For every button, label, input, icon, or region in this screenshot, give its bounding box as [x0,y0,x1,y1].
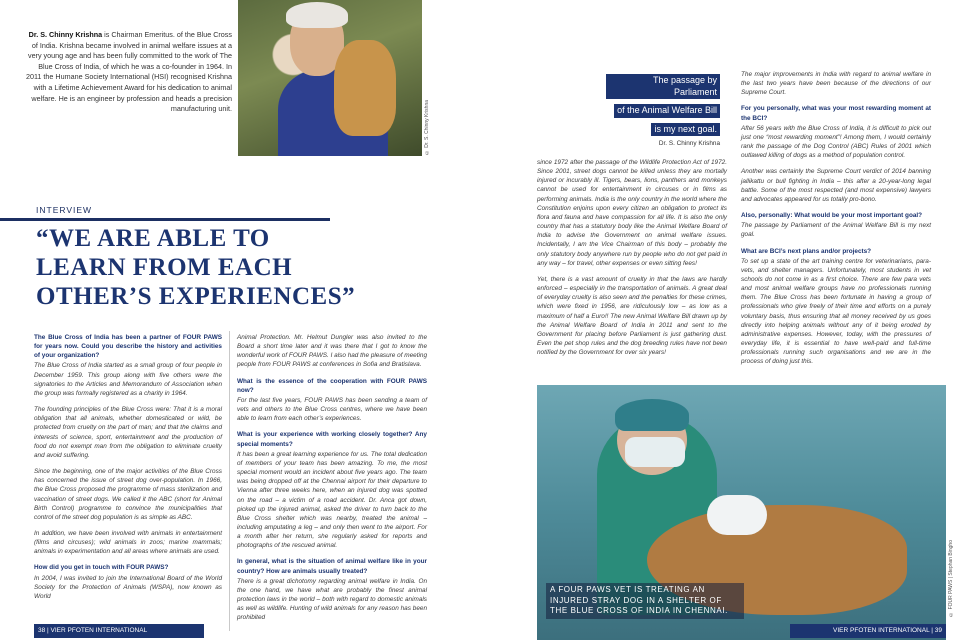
pull-quote-line: The passage by Parliament [606,74,720,99]
interview-answer: The passage by Parliament of the Animal Welfare Bill is my next goal. [741,222,931,239]
bio-text: is Chairman Emeritus. of the Blue Cross of India. Krishna became involved in animal welfare issues at a very young age and has been fully committed to the work of The Blue Cross of India, of which he was a co-founder in 1964. In 2011 the Humane Society International (HSI) recognised Krishna with a Lifetime Achievement Award for his dedication to animal welfare. He is an engineer by profession and heads a precision manufacturing unit. [25,30,232,114]
interview-answer: After 56 years with the Blue Cross of India, it is difficult to pick out just one “most rewarding moment”! Among them, I would certainly rank the passage of the Dog Control (ABC) Rules of 2001 which outlawed killing of dogs as a method of population control. [741,124,931,160]
interview-question: What is your experience with working closely together? Any special moments? [237,431,427,448]
pull-quote-author: Dr. S. Chinny Krishna [658,140,720,147]
text-column-1 [34,333,222,608]
interview-answer: To set up a state of the art training centre for veterinarians, para-vets, and shelter managers. Unfortunately, most students in vet schools do not come in as a first choice. There are few para vets and most animal welfare groups have no professionals running them. The Blue Cross has been fortunate in having a group of professionals who give freely of their time and efforts on a purely voluntary basis, thus ensuring that all money received by us goes directly into helping animals without any of it being eroded by administrative expenses. However, today, with the pressures of everyday life, it is essential to have well-paid and full-time professionals running such organisations and we are in the process of doing just this. [741,257,931,366]
bio-name: Dr. S. Chinny Krishna [28,30,103,39]
interview-answer: In addition, we have been involved with animals in entertainment (films and circuses); wild animals in zoos; marine mammals; animals in experimentation and all areas where animals are used. [34,529,222,556]
pull-quote-line: is my next goal. [651,123,720,137]
interview-answer: Since the beginning, one of the major activities of the Blue Cross has concerned the issue of street dog over-population. In 1966, the Blue Cross proposed the programme of mass sterilization and vaccination of street dogs. We called it the ABC (short for Animal Birth Control) programme to convince the municipalities that control of the street dog population is as simple as ABC. [34,468,222,521]
text-column-4 [741,70,931,374]
column-divider [229,331,230,631]
footer-left: 38 | VIER PFOTEN INTERNATIONAL [34,624,204,638]
author-bio [22,30,232,115]
interview-answer: For the last five years, FOUR PAWS has been sending a team of vets and others to the Blue Cross centres, where we have been able to learn from each other’s experiences. [237,396,427,423]
pull-quote-line: of the Animal Welfare Bill [614,104,720,118]
interview-answer: The founding principles of the Blue Cross were: That it is a moral obligation that all animals, whether domesticated or wild, be protected from cruelty on the part of man; and that the claims and interests of science, sport, entertainment and the production of food do not exempt man from the obligation to eliminate cruelty and avoid suffering. [34,406,222,459]
interview-question: The Blue Cross of India has been a partner of FOUR PAWS for years now. Could you describe the history and activities of your organization? [34,334,222,360]
footer-right: VIER PFOTEN INTERNATIONAL | 39 [790,624,946,638]
photo-caption: A FOUR PAWS VET IS TREATING AN INJURED STRAY DOG IN A SHELTER OF THE BLUE CROSS OF INDIA IN CHENNAI. [546,583,744,619]
interview-question: For you personally, what was your most rewarding moment at the BCI? [741,105,931,122]
interview-question: How did you get in touch with FOUR PAWS? [34,564,169,572]
text-column-3 [537,158,727,364]
section-rule [0,218,330,221]
portrait-photo [238,0,422,156]
interview-answer: The Blue Cross of India started as a small group of four people in December 1959. This group along with five others were the signatories to the Articles and Memorandum of Association when the group was formally registered as a charity in 1964. [34,362,222,397]
interview-question: In general, what is the situation of animal welfare like in your country? How are animals usually treated? [237,558,427,575]
interview-question: Also, personally: What would be your most important goal? [741,212,923,220]
interview-answer: There is a great dichotomy regarding animal welfare in India. On the one hand, we have what are probably the finest animal protection laws in the world – both with regard to domestic animals as well as wildlife. Hunting of wild animals for any reason has been prohibited [237,577,427,622]
interview-answer: Animal Protection. Mr. Helmut Dungler was also invited to the Board a short time later and it was there that I got to know the wonderful work of FOUR PAWS. I also had the pleasure of meeting people from FOUR PAWS at conferences in Sofia and Bratislava. [237,334,427,369]
interview-answer: It has been a great learning experience for us. The total dedication of members of your team has been amazing. To me, the most special moment would an incident about five years ago. The team was being dropped off at the Chennai airport for their departure to Vienna after three weeks here, when an injured dog was spotted on the road – a victim of a road accident. Dr. Anca got down, picked up the injured animal, asked the driver to turn back to the Blue Cross shelter which was nearby, treated the animal – including amputating a leg – and only then went to the airport. For a month after her return, she regularly asked for reports and photographs of the rescued animal. [237,450,427,550]
pull-quote [606,74,720,147]
interview-answer: In 2004, I was invited to join the International Board of the World Society for the Protection of Animals (WSPA), now known as World [34,574,222,600]
interview-answer: since 1972 after the passage of the Wildlife Protection Act of 1972. Since 2001, street dogs cannot be killed unless they are mortally injured or incurably ill. Tigers, bears, lions, panthers and monkeys cannot be used for entertainment in circuses or in films as performing animals. India is the only country in the world where the Constitution enjoins upon every citizen an obligation to protect its flora and fauna and have compassion for all life. It is also the only country that has a statutory body like the Animal Welfare Board of India to advise the Government on animal welfare issues. Incidentally, I am the Vice Chairman of this body – probably the only statutory body anywhere run by people who do not get paid in any way – for travel, other expenses or even sitting fees! [537,159,727,267]
interview-question: What is the essence of the cooperation with FOUR PAWS now? [237,377,427,394]
interview-answer: The major improvements in India with regard to animal welfare in the last two years have been because of the directions of our Supreme Court. [741,71,931,97]
vet-photo-credit: © FOUR PAWS | Stephan Bingho [948,540,954,617]
interview-answer: Yet, there is a vast amount of cruelty in that the laws are hardly enforced – especially in the transportation of animals. A great deal of everyday cruelty is also seen and the penalties for these crimes, which were fixed in 1956, are ridiculously low – as low as a maximum of half a Euro!! The new Animal Welfare Bill drawn up by the Animal Welfare Board of India in 2011 and sent to the Government for placing before Parliament is just gathering dust. Even the pet shop rules and the dog breeding rules have not been notified by the Government for over six years! [537,275,727,357]
headline: “WE ARE ABLE TO LEARN FROM EACH OTHER’S EXPERIENCES” [36,225,356,310]
portrait-photo-credit: © Dr. S. Chinny Krishna [424,100,430,156]
section-label: INTERVIEW [36,205,93,215]
interview-answer: Another was certainly the Supreme Court verdict of 2014 banning jallikattu or bull fighting in India – this after a 20-year-long legal battle. Some of the most respected (and most expensive) lawyers and advocates appeared for us totally pro-bono. [741,168,931,203]
text-column-2 [237,333,427,630]
interview-question: What are BCI’s next plans and/or projects? [741,247,872,255]
